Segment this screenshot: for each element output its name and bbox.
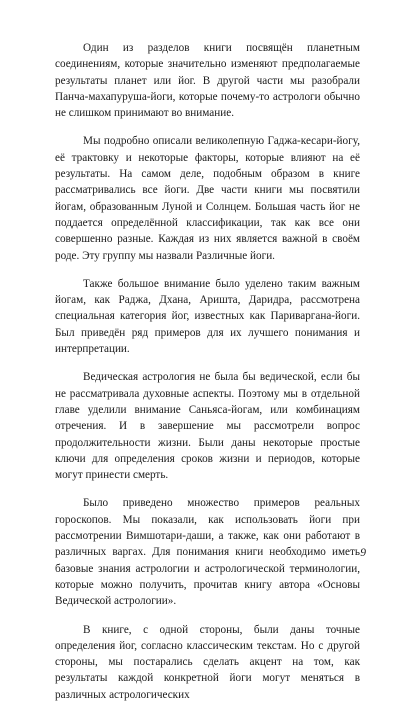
- paragraph-4: Ведическая астрология не была бы ведической, если бы не рассматривала духовные аспекты. Поэтому мы в отдельной главе уделили внимание Саньяса-йогам, или комбинациям отречения. И в завершение мы рассмотрели вопрос продолжительности жизни. Были даны некоторые простые ключи для определения сроков жизни и периодов, которые могут принести смерть.: [55, 371, 360, 482]
- paragraph-5: Было приведено множество примеров реальных гороскопов. Мы показали, как использовать йоги при рассмотрении Вимшотари-даши, а также, как они работают в различных варгах. Для понимания книги необходимо иметь базовые знания астрологии и астрологической терминологии, которые можно получить, прочитав книгу автора «Основы Ведической астрологии».: [55, 497, 360, 608]
- paragraph-2: Мы подробно описали великолепную Гаджа-кесари-йогу, её трактовку и некоторые факторы, которые влияют на её результаты. На самом деле, подобным образом в книге рассматривались все йоги. Две части книги мы посвятили йогам, образованным Луной и Солнцем. Большая часть йог не поддается определённой классификации, так как все они совершенно разные. Каждая из них является важной в своём роде. Эту группу мы назвали Различные йоги.: [55, 135, 360, 262]
- paragraph-3: Также большое внимание было уделено таким важным йогам, как Раджа, Дхана, Ариштa, Даридра, рассмотрена специальная категория йог, известных как Париваргана-йоги. Был приведён ряд примеров для их лучшего понимания и интерпретации.: [55, 277, 360, 356]
- page-body: [55, 40, 360, 701]
- page-number: 9: [360, 547, 366, 559]
- paragraph-1: Один из разделов книги посвящён планетным соединениям, которые значительно изменяют предполагаемые результаты планет или йог. В другой части мы разобрали Панча-махапуруша-йоги, которые почему-то астрологи обычно не слишком принимают во внимание.: [55, 42, 360, 120]
- paragraph-6: В книге, с одной стороны, были даны точные определения йог, согласно классическим текстам. Но с другой стороны, мы постарались сделать акцент на том, как результаты каждой конкретной йоги могут меняться в различных астрологических: [55, 623, 360, 701]
